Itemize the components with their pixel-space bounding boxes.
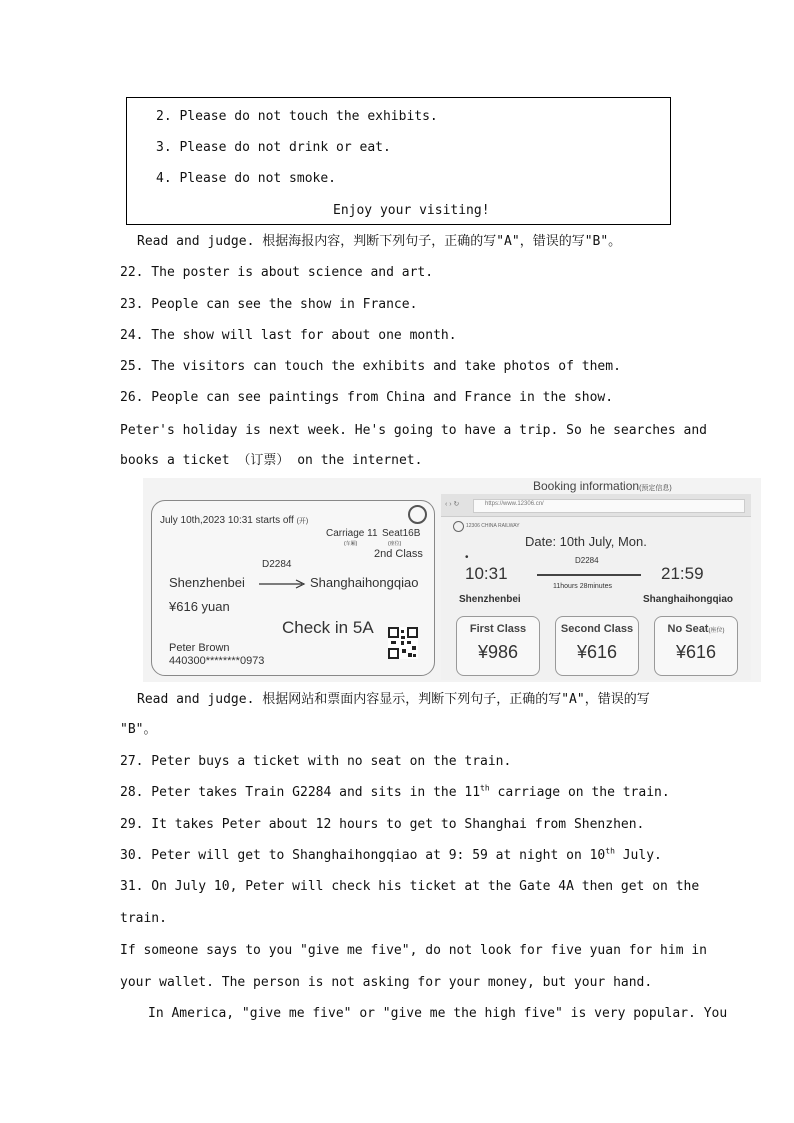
ticket-name: Peter Brown	[169, 642, 230, 654]
passage-line-3: In America, "give me five" or "give me the high five" is very popular. You	[148, 1006, 728, 1021]
booking-website	[441, 494, 751, 680]
booking-duration: 11hours 28minutes	[553, 583, 613, 590]
section2-instruction-line-1: Read and judge. 根据网站和票面内容显示，判断下列句子，正确的写"A"，错误的写	[137, 692, 650, 707]
ticket-price: ¥616 yuan	[169, 599, 230, 614]
booking-from: Shenzhenbei	[459, 594, 521, 605]
booking-train-no: D2284	[575, 556, 599, 565]
rules-closing: Enjoy your visiting!	[333, 203, 490, 218]
booking-date: Date: 10th July, Mon.	[525, 534, 647, 549]
booking-arrive-time: 21:59	[661, 564, 704, 583]
site-name: 12306 CHINA RAILWAY	[466, 523, 520, 529]
browser-bar	[441, 494, 751, 517]
ticket-to: Shanghaihongqiao	[310, 575, 419, 590]
ticket-seat: Seat16B	[382, 528, 421, 539]
ticket-carriage: Carriage 11	[326, 528, 378, 539]
address-url: https://www.12306.cn/	[485, 501, 544, 507]
train-ticket	[151, 500, 435, 676]
passage-line-1: If someone says to you "give me five", do not look for five yuan for him in	[120, 943, 707, 958]
booking-to: Shanghaihongqiao	[643, 594, 733, 605]
question-28: 28. Peter takes Train G2284 and sits in the 11th carriage on the train.	[120, 783, 670, 800]
rule-3: 3. Please do not drink or eat.	[156, 140, 391, 155]
seat-label: First Class	[469, 623, 527, 635]
railway-logo-icon	[453, 521, 464, 532]
ticket-arrow-icon	[258, 579, 308, 589]
ticket-booking-image	[143, 478, 761, 682]
ticket-checkin: Check in 5A	[282, 618, 374, 637]
question-30: 30. Peter will get to Shanghaihongqiao at 9: 59 at night on 10th July.	[120, 846, 662, 863]
browser-nav-icon: ‹ › ↻	[445, 501, 460, 508]
seat-option-no-seat[interactable]	[654, 616, 738, 676]
question-25: 25. The visitors can touch the exhibits and take photos of them.	[120, 359, 621, 374]
seat-price: ¥616	[675, 642, 717, 662]
qr-code-icon	[388, 627, 418, 659]
question-24: 24. The show will last for about one month.	[120, 328, 457, 343]
seat-label: Second Class	[560, 623, 634, 635]
route-line	[537, 574, 641, 576]
question-29: 29. It takes Peter about 12 hours to get to Shanghai from Shenzhen.	[120, 817, 645, 832]
ticket-date-time: July 10th,2023 10:31 starts off (开)	[160, 515, 309, 526]
question-27: 27. Peter buys a ticket with no seat on the train.	[120, 754, 512, 769]
seat-option-second-class[interactable]	[555, 616, 639, 676]
passage-line-2: your wallet. The person is not asking for your money, but your hand.	[120, 975, 653, 990]
question-31-line-1: 31. On July 10, Peter will check his ticket at the Gate 4A then get on the	[120, 879, 700, 894]
bullet-dot: •	[465, 552, 469, 563]
ticket-from: Shenzhenbei	[169, 575, 245, 590]
intro-line-1: Peter's holiday is next week. He's going to have a trip. So he searches and	[120, 423, 707, 438]
railway-logo-icon	[408, 505, 427, 524]
ticket-class: 2nd Class	[374, 548, 423, 560]
question-31-line-2: train.	[120, 911, 167, 926]
question-22: 22. The poster is about science and art.	[120, 265, 434, 280]
rule-4: 4. Please do not smoke.	[156, 171, 337, 186]
ticket-seat-note: (座位)	[388, 541, 402, 547]
section1-instruction: Read and judge. 根据海报内容，判断下列句子，正确的写"A"，错误的写"B"。	[137, 234, 622, 249]
seat-option-first-class[interactable]	[456, 616, 540, 676]
intro-line-2: books a ticket （订票） on the internet.	[120, 453, 423, 468]
booking-depart-time: 10:31	[465, 564, 508, 583]
seat-price: ¥986	[477, 642, 519, 662]
ticket-carriage-note: (车厢)	[344, 541, 358, 547]
rule-2: 2. Please do not touch the exhibits.	[156, 109, 438, 124]
booking-title: Booking information(预定信息)	[533, 479, 672, 493]
ticket-id: 440300********0973	[169, 655, 265, 667]
question-23: 23. People can see the show in France.	[120, 297, 418, 312]
section2-instruction-line-2: "B"。	[120, 722, 157, 737]
seat-label: No Seat(座位)	[667, 623, 725, 635]
ticket-train-no: D2284	[262, 559, 292, 570]
question-26: 26. People can see paintings from China and France in the show.	[120, 390, 614, 405]
seat-price: ¥616	[576, 642, 618, 662]
